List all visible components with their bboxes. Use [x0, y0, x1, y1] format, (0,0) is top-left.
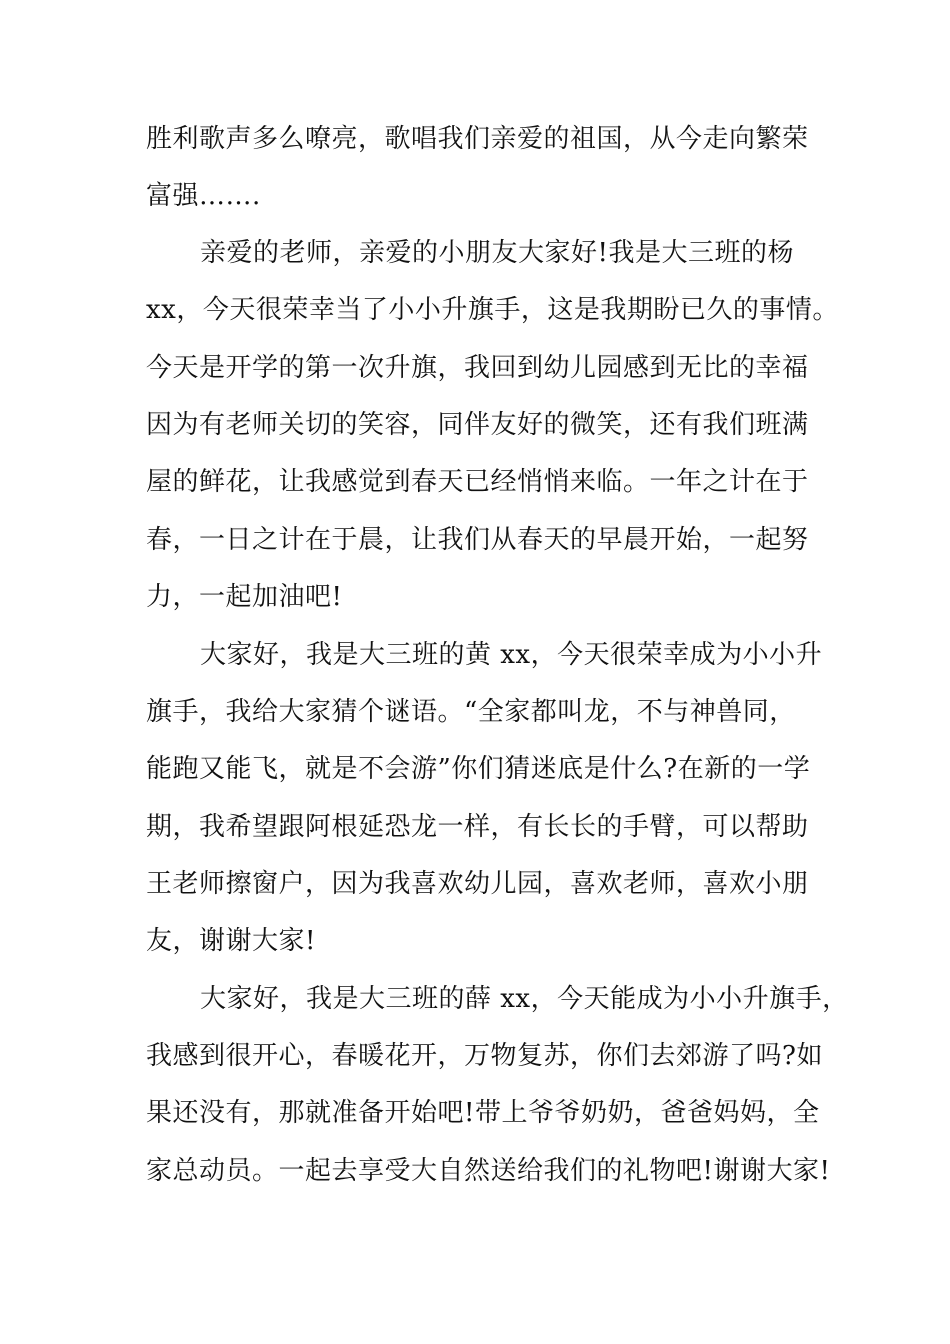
paragraph-line: 大家好，我是大三班的黄 xx，今天很荣幸成为小小升: [200, 640, 823, 670]
paragraph-line: 家总动员。一起去享受大自然送给我们的礼物吧!谢谢大家!: [146, 1156, 831, 1186]
paragraph-line: 力，一起加油吧!: [146, 582, 343, 612]
paragraph-line: 我感到很开心，春暖花开，万物复苏，你们去郊游了吗?如: [146, 1041, 823, 1071]
paragraph-line: 屋的鲜花，让我感觉到春天已经悄悄来临。一年之计在于: [146, 467, 809, 497]
paragraph-line: 因为有老师关切的笑容，同伴友好的微笑，还有我们班满: [146, 410, 809, 440]
paragraph-line: 果还没有，那就准备开始吧!带上爷爷奶奶，爸爸妈妈，全: [146, 1098, 820, 1128]
paragraph-line: 王老师擦窗户，因为我喜欢幼儿园，喜欢老师，喜欢小朋: [146, 869, 809, 899]
paragraph-line: 春，一日之计在于晨，让我们从春天的早晨开始，一起努: [146, 525, 809, 555]
paragraph-line: 亲爱的老师，亲爱的小朋友大家好!我是大三班的杨: [200, 238, 794, 268]
paragraph-line: 旗手，我给大家猜个谜语。“全家都叫龙，不与神兽同，: [146, 697, 796, 727]
paragraph-line: xx，今天很荣幸当了小小升旗手，这是我期盼已久的事情。: [146, 295, 839, 325]
paragraph-line: 期，我希望跟阿根延恐龙一样，有长长的手臂，可以帮助: [146, 812, 809, 842]
paragraph-line: 能跑又能飞，就是不会游”你们猜迷底是什么?在新的一学: [146, 754, 811, 784]
paragraph-line: 富强…….: [146, 181, 261, 211]
paragraph-line: 友，谢谢大家!: [146, 926, 316, 956]
paragraph-line: 胜利歌声多么嘹亮，歌唱我们亲爱的祖国，从今走向繁荣: [146, 124, 809, 154]
paragraph-line: 今天是开学的第一次升旗，我回到幼儿园感到无比的幸福: [146, 353, 809, 383]
paragraph-line: 大家好，我是大三班的薛 xx，今天能成为小小升旗手，: [200, 984, 849, 1014]
